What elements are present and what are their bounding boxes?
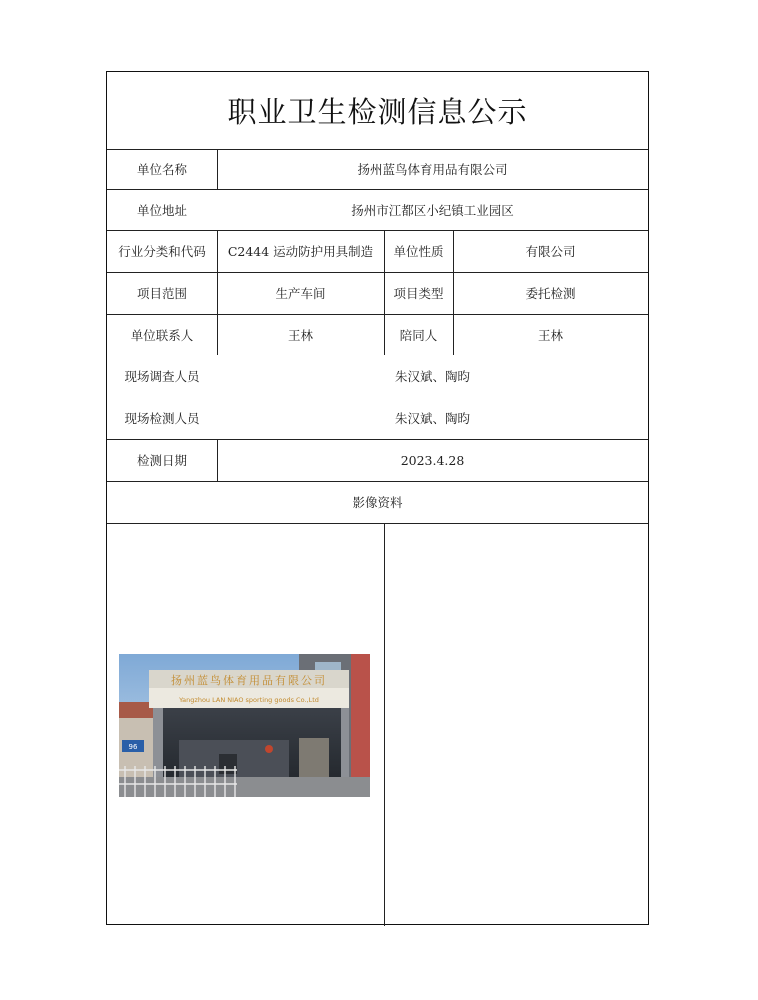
survey-staff-label: 现场调查人员 (124, 369, 200, 384)
page-title: 职业卫生检测信息公示 (227, 95, 528, 129)
company-type-value: 有限公司 (525, 244, 576, 259)
company-name-value: 扬州蓝鸟体育用品有限公司 (357, 162, 508, 177)
company-address-value: 扬州市江都区小纪镇工业园区 (351, 202, 514, 218)
project-scope-label: 项目范围 (136, 286, 187, 301)
industry-label: 行业分类和代码 (118, 244, 206, 259)
company-address-label: 单位地址 (136, 202, 187, 218)
contact-person-value: 王林 (287, 327, 313, 343)
image-section-label: 影像资料 (352, 495, 403, 510)
project-scope-value: 生产车间 (275, 286, 326, 301)
sign-subtext: Yangzhou LAN NIAO sporting goods Co.,Ltd (179, 696, 319, 704)
project-type-label: 项目类型 (393, 286, 444, 301)
house-number-text: 96 (128, 743, 138, 751)
survey-staff-value: 朱汉斌、陶昀 (394, 369, 470, 384)
factory-entrance-photo (119, 654, 370, 797)
image-column-divider (384, 523, 385, 926)
company-type-label: 单位性质 (393, 244, 444, 259)
industry-value: C2444 运动防护用具制造 (227, 244, 374, 259)
row-divider (107, 523, 648, 524)
detection-date-value: 2023.4.28 (400, 452, 465, 468)
detection-date-label: 检测日期 (136, 453, 187, 468)
escort-value: 王林 (537, 327, 563, 343)
disclosure-sheet (106, 71, 649, 925)
escort-label: 陪同人 (399, 327, 438, 343)
sign-text: 扬州蓝鸟体育用品有限公司 (171, 674, 327, 687)
company-name-label: 单位名称 (136, 162, 187, 177)
detection-staff-value: 朱汉斌、陶昀 (394, 411, 470, 426)
project-type-value: 委托检测 (525, 286, 576, 301)
detection-staff-label: 现场检测人员 (124, 411, 200, 426)
contact-person-label: 单位联系人 (130, 327, 194, 343)
